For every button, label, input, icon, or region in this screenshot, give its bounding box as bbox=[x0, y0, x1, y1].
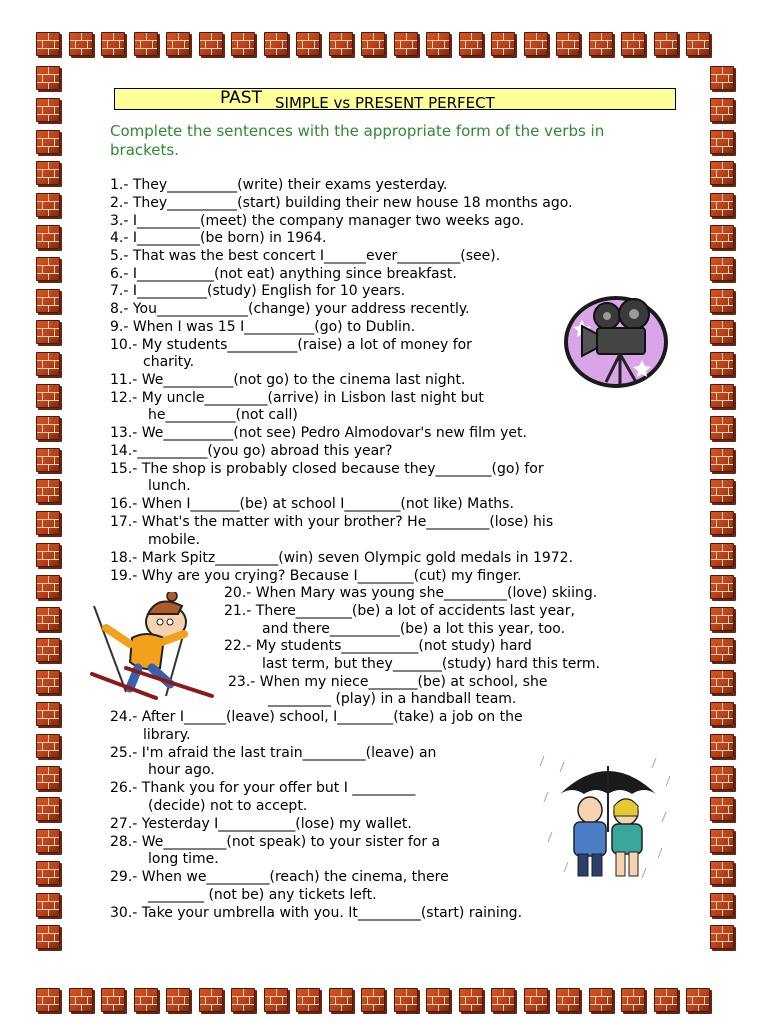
brick-icon bbox=[36, 352, 60, 376]
brick-icon bbox=[686, 32, 710, 56]
brick-icon bbox=[231, 32, 255, 56]
brick-icon bbox=[426, 988, 450, 1012]
brick-icon bbox=[199, 32, 223, 56]
brick-icon bbox=[36, 925, 60, 949]
brick-icon bbox=[710, 829, 734, 853]
brick-icon bbox=[654, 988, 678, 1012]
exercise-line: 28.- We_________(not speak) to your sister for a bbox=[110, 834, 441, 850]
brick-icon bbox=[36, 257, 60, 281]
brick-icon bbox=[36, 320, 60, 344]
exercise-line: 1.- They__________(write) their exams yesterday. bbox=[110, 177, 448, 193]
brick-icon bbox=[556, 32, 580, 56]
brick-icon bbox=[710, 66, 734, 90]
exercise-line: 17.- What's the matter with your brother? He_________(lose) his bbox=[110, 514, 554, 530]
exercise-line: charity. bbox=[143, 354, 195, 370]
brick-icon bbox=[69, 988, 93, 1012]
exercise-line: he__________(not call) bbox=[148, 407, 298, 423]
exercise-line: 20.- When Mary was young she_________(love) skiing. bbox=[224, 585, 598, 601]
exercise-line: 21.- There________(be) a lot of accidents last year, bbox=[224, 603, 575, 619]
brick-icon bbox=[710, 352, 734, 376]
brick-icon bbox=[69, 32, 93, 56]
brick-icon bbox=[134, 32, 158, 56]
exercise-line: mobile. bbox=[148, 532, 200, 548]
exercise-line: 2.- They__________(start) building their new house 18 months ago. bbox=[110, 195, 573, 211]
brick-icon bbox=[524, 988, 548, 1012]
brick-icon bbox=[710, 511, 734, 535]
brick-icon bbox=[36, 225, 60, 249]
brick-icon bbox=[36, 670, 60, 694]
exercise-line: 7.- I__________(study) English for 10 years. bbox=[110, 283, 406, 299]
brick-icon bbox=[710, 861, 734, 885]
brick-icon bbox=[329, 32, 353, 56]
brick-icon bbox=[36, 384, 60, 408]
exercise-line: (decide) not to accept. bbox=[148, 798, 308, 814]
brick-icon bbox=[710, 98, 734, 122]
brick-icon bbox=[459, 988, 483, 1012]
exercise-line: 30.- Take your umbrella with you. It_________(start) raining. bbox=[110, 905, 523, 921]
brick-icon bbox=[710, 670, 734, 694]
exercise-line: 26.- Thank you for your offer but I _________ bbox=[110, 780, 416, 796]
brick-icon bbox=[36, 66, 60, 90]
brick-icon bbox=[231, 988, 255, 1012]
exercise-line: lunch. bbox=[148, 478, 191, 494]
brick-icon bbox=[36, 829, 60, 853]
exercise-line: 19.- Why are you crying? Because I________(cut) my finger. bbox=[110, 568, 522, 584]
brick-icon bbox=[621, 988, 645, 1012]
exercise-line: long time. bbox=[148, 851, 219, 867]
brick-icon bbox=[36, 98, 60, 122]
brick-icon bbox=[686, 988, 710, 1012]
brick-icon bbox=[621, 32, 645, 56]
exercise-line: and there__________(be) a lot this year, too. bbox=[262, 621, 566, 637]
brick-icon bbox=[459, 32, 483, 56]
exercise-line: 14.-__________(you go) abroad this year? bbox=[110, 443, 393, 459]
exercise-line: 8.- You_____________(change) your address recently. bbox=[110, 301, 470, 317]
brick-icon bbox=[524, 32, 548, 56]
exercise-line: 5.- That was the best concert I______ever_________(see). bbox=[110, 248, 501, 264]
exercise-line: last term, but they_______(study) hard this term. bbox=[262, 656, 601, 672]
exercise-line: ________ (not be) any tickets left. bbox=[148, 887, 377, 903]
brick-icon bbox=[491, 32, 515, 56]
brick-icon bbox=[710, 130, 734, 154]
brick-icon bbox=[36, 511, 60, 535]
brick-icon bbox=[710, 543, 734, 567]
brick-icon bbox=[710, 225, 734, 249]
brick-icon bbox=[491, 988, 515, 1012]
brick-icon bbox=[710, 638, 734, 662]
brick-icon bbox=[166, 32, 190, 56]
exercise-line: 12.- My uncle_________(arrive) in Lisbon last night but bbox=[110, 390, 484, 406]
exercise-line: 24.- After I______(leave) school, I________(take) a job on the bbox=[110, 709, 523, 725]
exercise-line: 9.- When I was 15 I__________(go) to Dublin. bbox=[110, 319, 416, 335]
brick-icon bbox=[134, 988, 158, 1012]
brick-icon bbox=[36, 893, 60, 917]
brick-icon bbox=[36, 797, 60, 821]
brick-icon bbox=[710, 797, 734, 821]
brick-icon bbox=[36, 32, 60, 56]
exercise-line: 29.- When we_________(reach) the cinema, there bbox=[110, 869, 449, 885]
couple-umbrella-icon bbox=[538, 752, 678, 882]
brick-icon bbox=[329, 988, 353, 1012]
brick-icon bbox=[36, 988, 60, 1012]
brick-icon bbox=[101, 988, 125, 1012]
brick-icon bbox=[36, 289, 60, 313]
exercise-line: 23.- When my niece_______(be) at school, she bbox=[228, 674, 548, 690]
brick-icon bbox=[710, 734, 734, 758]
instructions: Complete the sentences with the appropriate form of the verbs in brackets. bbox=[110, 122, 605, 159]
exercise-line: 22.- My students___________(not study) hard bbox=[224, 638, 532, 654]
brick-icon bbox=[710, 893, 734, 917]
brick-icon bbox=[710, 289, 734, 313]
exercise-line: 15.- The shop is probably closed because they________(go) for bbox=[110, 461, 544, 477]
exercise-line: 25.- I'm afraid the last train_________(leave) an bbox=[110, 745, 437, 761]
brick-icon bbox=[264, 32, 288, 56]
brick-icon bbox=[36, 193, 60, 217]
brick-icon bbox=[589, 988, 613, 1012]
brick-icon bbox=[710, 607, 734, 631]
exercise-line: 18.- Mark Spitz_________(win) seven Olympic gold medals in 1972. bbox=[110, 550, 574, 566]
brick-icon bbox=[296, 32, 320, 56]
exercise-line: 4.- I_________(be born) in 1964. bbox=[110, 230, 327, 246]
movie-camera-icon bbox=[562, 290, 670, 390]
brick-icon bbox=[36, 479, 60, 503]
brick-icon bbox=[710, 479, 734, 503]
title-past: PAST bbox=[220, 88, 262, 108]
brick-icon bbox=[36, 543, 60, 567]
brick-icon bbox=[710, 193, 734, 217]
exercise-line: 3.- I_________(meet) the company manager two weeks ago. bbox=[110, 213, 525, 229]
brick-icon bbox=[654, 32, 678, 56]
brick-icon bbox=[361, 988, 385, 1012]
brick-icon bbox=[36, 766, 60, 790]
brick-icon bbox=[426, 32, 450, 56]
exercise-line: library. bbox=[143, 727, 191, 743]
brick-icon bbox=[36, 575, 60, 599]
brick-icon bbox=[710, 702, 734, 726]
brick-icon bbox=[394, 988, 418, 1012]
brick-icon bbox=[264, 988, 288, 1012]
brick-icon bbox=[36, 861, 60, 885]
brick-icon bbox=[710, 384, 734, 408]
exercise-line: 16.- When I_______(be) at school I________(not like) Maths. bbox=[110, 496, 514, 512]
exercise-line: hour ago. bbox=[148, 762, 215, 778]
brick-icon bbox=[710, 161, 734, 185]
brick-icon bbox=[589, 32, 613, 56]
brick-icon bbox=[710, 320, 734, 344]
exercise-line: 27.- Yesterday I___________(lose) my wallet. bbox=[110, 816, 412, 832]
brick-icon bbox=[296, 988, 320, 1012]
brick-icon bbox=[166, 988, 190, 1012]
exercise-line: 6.- I___________(not eat) anything since breakfast. bbox=[110, 266, 457, 282]
brick-icon bbox=[710, 416, 734, 440]
brick-icon bbox=[710, 575, 734, 599]
brick-icon bbox=[394, 32, 418, 56]
brick-icon bbox=[361, 32, 385, 56]
brick-icon bbox=[199, 988, 223, 1012]
brick-icon bbox=[36, 448, 60, 472]
skier-icon bbox=[86, 592, 216, 702]
brick-icon bbox=[36, 734, 60, 758]
brick-icon bbox=[36, 416, 60, 440]
brick-icon bbox=[36, 161, 60, 185]
brick-icon bbox=[710, 925, 734, 949]
brick-icon bbox=[710, 257, 734, 281]
brick-icon bbox=[36, 607, 60, 631]
brick-icon bbox=[556, 988, 580, 1012]
exercise-line: 10.- My students__________(raise) a lot of money for bbox=[110, 337, 472, 353]
brick-icon bbox=[36, 638, 60, 662]
exercise-line: 13.- We__________(not see) Pedro Almodovar's new film yet. bbox=[110, 425, 527, 441]
exercise-line: _________ (play) in a handball team. bbox=[268, 691, 517, 707]
title-rest: SIMPLE vs PRESENT PERFECT bbox=[275, 94, 495, 112]
brick-icon bbox=[101, 32, 125, 56]
brick-icon bbox=[710, 448, 734, 472]
brick-icon bbox=[36, 702, 60, 726]
brick-icon bbox=[36, 130, 60, 154]
exercise-line: 11.- We__________(not go) to the cinema last night. bbox=[110, 372, 466, 388]
brick-icon bbox=[710, 766, 734, 790]
